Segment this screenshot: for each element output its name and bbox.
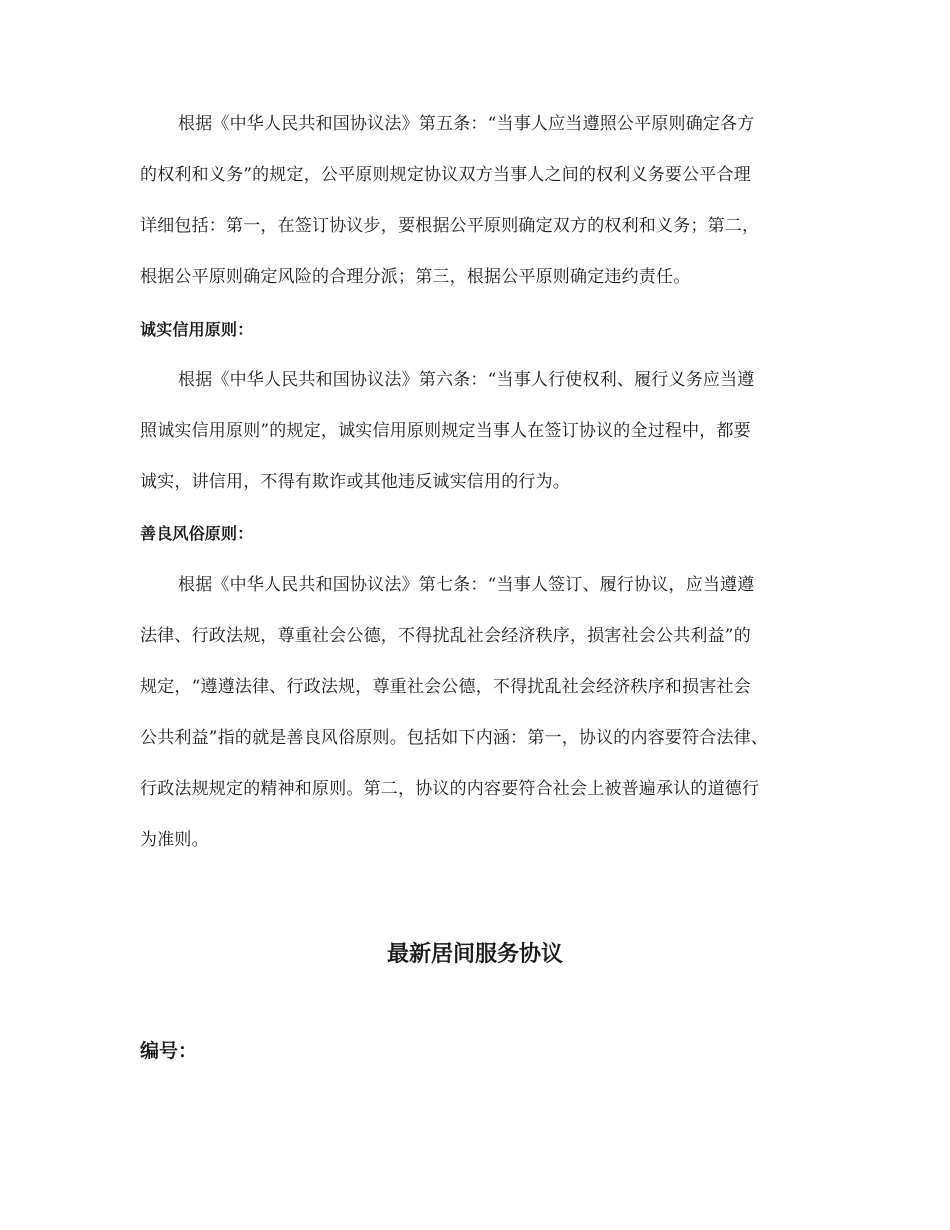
fairness-paragraph-line-1: 根据《中华人民共和国协议法》第五条：“当事人应当遵照公平原则确定各方 [178, 114, 755, 134]
public-order-paragraph-line-3: 规定，“遵遵法律、行政法规，尊重社会公德，不得扰乱社会经济秩序和损害社会 [140, 677, 751, 697]
fairness-paragraph-line-4: 根据公平原则确定风险的合理分派；第三，根据公平原则确定违约责任。 [140, 267, 691, 287]
public-order-paragraph-line-1: 根据《中华人民共和国协议法》第七条：“当事人签订、履行协议，应当遵遵 [178, 575, 755, 595]
public-order-paragraph-line-2: 法律、行政法规，尊重社会公德，不得扰乱社会经济秩序，损害社会公共利益”的 [140, 626, 751, 646]
public-order-paragraph-line-4: 公共利益”指的就是善良风俗原则。包括如下内涵：第一，协议的内容要符合法律、 [140, 728, 769, 748]
good-faith-paragraph-line-2: 照诚实信用原则”的规定，诚实信用原则规定当事人在签订协议的全过程中，都要 [140, 421, 751, 441]
contract-number-label: 编号： [140, 1040, 198, 1062]
fairness-paragraph-line-2: 的权利和义务”的规定，公平原则规定协议双方当事人之间的权利义务要公平合理 [140, 165, 751, 185]
public-order-paragraph-line-6: 为准则。 [140, 830, 209, 850]
good-faith-paragraph-line-3: 诚实，讲信用，不得有欺诈或其他违反诚实信用的行为。 [140, 472, 570, 492]
good-faith-heading: 诚实信用原则： [140, 320, 254, 339]
fairness-paragraph-line-3: 详细包括：第一，在签订协议步，要根据公平原则确定双方的权利和义务；第二， [140, 216, 760, 236]
contract-title: 最新居间服务协议 [386, 942, 563, 967]
public-order-heading: 善良风俗原则： [140, 524, 254, 543]
public-order-paragraph-line-5: 行政法规规定的精神和原则。第二，协议的内容要符合社会上被普遍承认的道德行 [140, 779, 760, 799]
good-faith-paragraph-line-1: 根据《中华人民共和国协议法》第六条：“当事人行使权利、履行义务应当遵 [178, 370, 755, 390]
